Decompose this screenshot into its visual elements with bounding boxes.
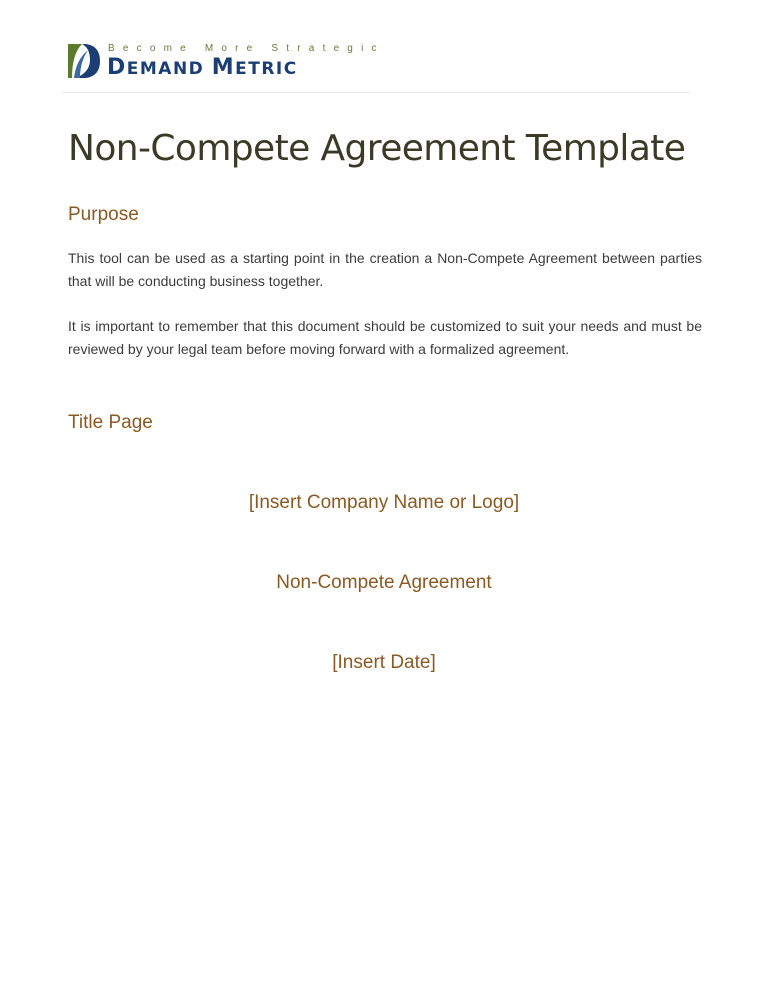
brand-letter-d: D xyxy=(107,55,127,80)
demand-metric-logo-icon xyxy=(68,44,100,78)
date-placeholder: [Insert Date] xyxy=(332,652,436,673)
purpose-heading: Purpose xyxy=(68,204,139,225)
brand-letter-m: M xyxy=(211,55,236,80)
purpose-paragraph-2: It is important to remember that this document should be customized to suit your needs and must be reviewed by your legal team before moving forward with a formalized agreement. xyxy=(68,318,702,357)
document-title: Non-Compete Agreement Template xyxy=(68,128,686,169)
document-header xyxy=(62,40,690,93)
brand-text-emand: EMAND xyxy=(126,59,212,79)
company-name-placeholder: [Insert Company Name or Logo] xyxy=(248,492,520,513)
purpose-paragraph-1: This tool can be used as a starting point in the creation a Non-Compete Agreement between parties that will be conducting business together. xyxy=(68,250,702,289)
title-page-heading: Title Page xyxy=(68,412,153,433)
brand-tagline: Become More Strategic xyxy=(108,43,385,54)
brand-text-etric: ETRIC xyxy=(235,59,298,79)
brand-name xyxy=(107,55,298,80)
agreement-name: Non-Compete Agreement xyxy=(276,572,492,593)
